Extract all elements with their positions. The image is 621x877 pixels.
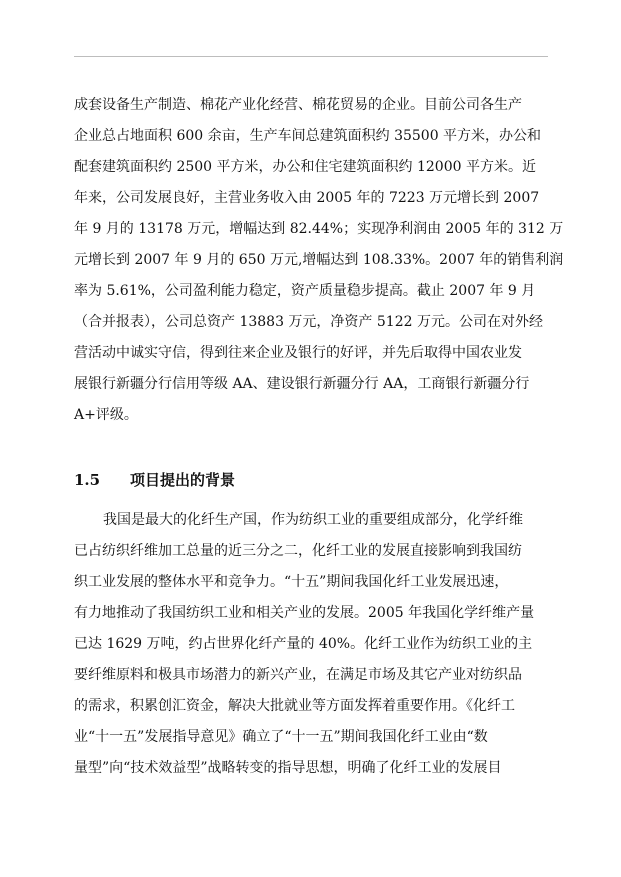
section-title: 项目提出的背景 xyxy=(130,471,236,489)
paragraph-line: 年来，公司发展良好，主营业务收入由 2005 年的 7223 万元增长到 2007 xyxy=(74,190,540,206)
paragraph-line: 量型”向“技术效益型”战略转变的指导思想，明确了化纤工业的发展目 xyxy=(74,760,502,776)
paragraph-line: 配套建筑面积约 2500 平方米，办公和住宅建筑面积约 12000 平方米。近 xyxy=(74,159,536,175)
paragraph-line: 率为 5.61%，公司盈利能力稳定，资产质量稳步提高。截止 2007 年 9 月 xyxy=(74,283,536,299)
paragraph-line: 有力地推动了我国纺织工业和相关产业的发展。2005 年我国化学纤维产量 xyxy=(74,605,535,621)
paragraph-line: （合并报表），公司总资产 13883 万元，净资产 5122 万元。公司在对外经 xyxy=(74,314,543,330)
paragraph-line: 年 9 月的 13178 万元，增幅达到 82.44%；实现净利润由 2005 年的 312 万 xyxy=(74,221,564,237)
paragraph-line: 我国是最大的化纤生产国，作为纺织工业的重要组成部分，化学纤维 xyxy=(103,512,523,528)
section-heading xyxy=(74,466,235,494)
paragraph-line: 成套设备生产制造、棉花产业化经营、棉花贸易的企业。目前公司各生产 xyxy=(74,97,522,113)
paragraph-line: A+评级。 xyxy=(74,407,138,423)
paragraph-line: 织工业发展的整体水平和竞争力。“十五”期间我国化纤工业发展迅速， xyxy=(74,574,509,590)
project-background-paragraph xyxy=(74,505,548,784)
header-rule xyxy=(74,56,548,57)
paragraph-line: 业“十一五”发展指导意见》确立了“十一五”期间我国化纤工业由“数 xyxy=(74,729,488,745)
paragraph-line: 展银行新疆分行信用等级 AA、建设银行新疆分行 AA，工商银行新疆分行 xyxy=(74,376,530,392)
paragraph-line: 的需求，积累创汇资金，解决大批就业等方面发挥着重要作用。《化纤工 xyxy=(74,698,515,714)
paragraph-line: 已占纺织纤维加工总量的近三分之二，化纤工业的发展直接影响到我国纺 xyxy=(74,543,522,559)
section-number: 1.5 xyxy=(74,471,101,489)
company-overview-paragraph xyxy=(74,90,564,431)
paragraph-line: 元增长到 2007 年 9 月的 650 万元,增幅达到 108.33%。2007 年的销售利润 xyxy=(74,252,564,268)
paragraph-line: 已达 1629 万吨，约占世界化纤产量的 40%。化纤工业作为纺织工业的主 xyxy=(74,636,533,652)
paragraph-line: 要纤维原料和极具市场潜力的新兴产业，在满足市场及其它产业对纺织品 xyxy=(74,667,522,683)
paragraph-line: 企业总占地面积 600 余亩，生产车间总建筑面积约 35500 平方米，办公和 xyxy=(74,128,542,144)
paragraph-line: 营活动中诚实守信，得到往来企业及银行的好评，并先后取得中国农业发 xyxy=(74,345,522,361)
